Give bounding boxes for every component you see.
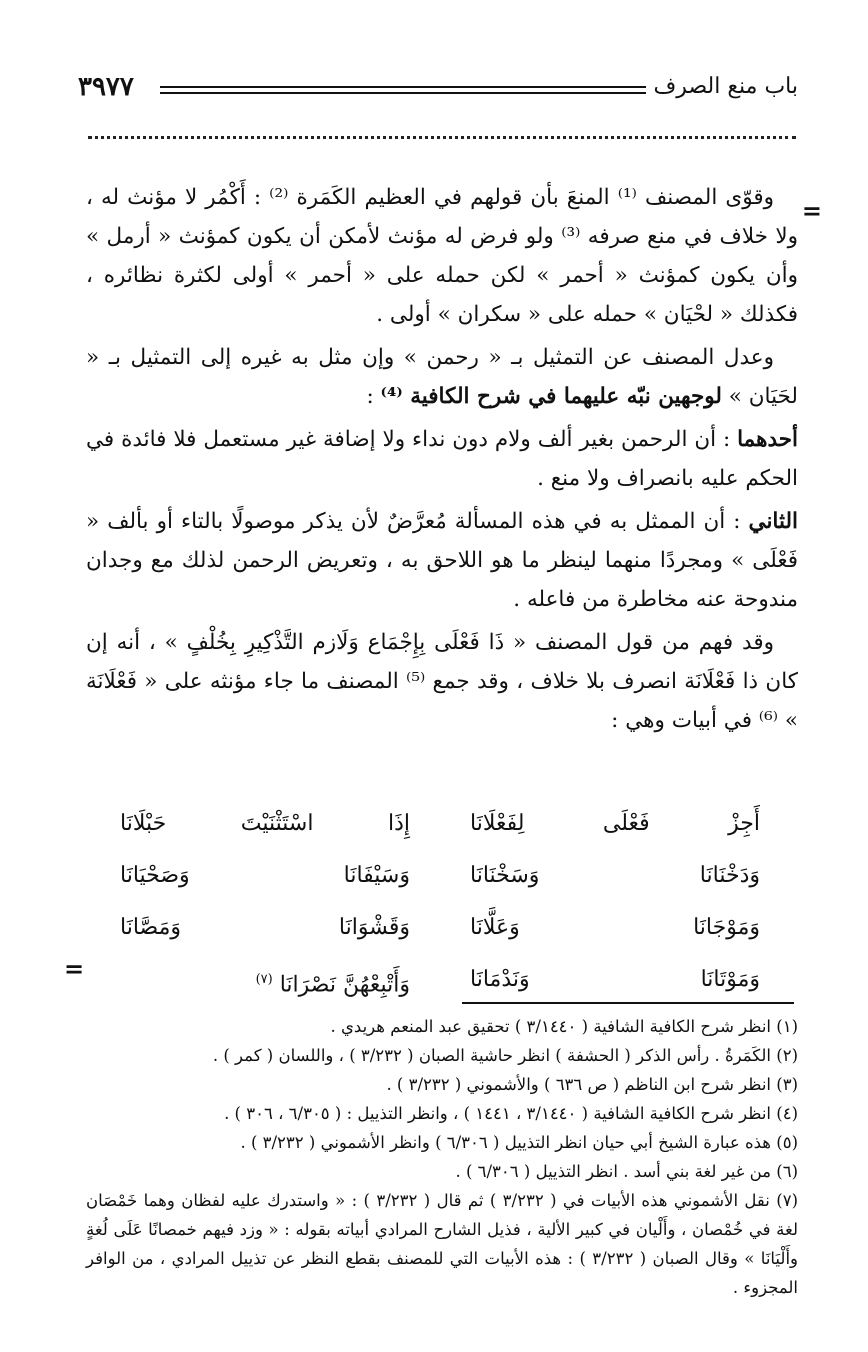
paragraph-4 xyxy=(86,502,798,619)
paragraph-2-text: وعدل المصنف عن التمثيل بـ « رحمن » وإن مثل به غيره إلى التمثيل بـ « لحَيَان » xyxy=(86,345,798,409)
paragraph-3-lead: أحدهما xyxy=(737,427,798,452)
paragraph-2 xyxy=(86,338,798,416)
paragraph-2-end: : xyxy=(366,384,381,409)
paragraph-5: وقد فهم من قول المصنف « ذَا فَعْلَى بِإِجْمَاع وَلَازم التَّذْكِيرِ بِخُلْفٍ » ، أنه إن كان ذا فَعْلَانَة انصرف بلا خلاف ، وقد جمع ⁽⁵⁾ المصنف ما جاء مؤنثه على « فَعْلَانَة » ⁽⁶⁾ في أبيات وهي : xyxy=(86,630,798,733)
footnote-rule xyxy=(462,1002,794,1004)
footnote-3: (٣) انظر شرح ابن الناظم ( ص ٦٣٦ ) والأشموني ( ٣/٢٣٢ ) . xyxy=(386,1075,798,1094)
verse-row xyxy=(120,954,760,1006)
verse-left-hemistich: وَسَيْفَانَا وَصَحْيَانَا xyxy=(120,863,410,888)
dotted-separator xyxy=(88,136,796,139)
verse-left-hemistich: إِذَا اسْتَثْنَيْتَ حَبْلَانَا xyxy=(120,811,410,836)
paragraph-1: وقوّى المصنف ⁽¹⁾ المنعَ بأن قولهم في العظيم الكَمَرة ⁽²⁾ : أَكْمُر لا مؤنث له ، ولا خلاف في منع صرفه ⁽³⁾ ولو فرض له مؤنث لأمكن أن يكون كمؤنث « أرمل » وأن يكون كمؤنث « أحمر » لكن حمله على « أحمر » أولى لكثرة نظائره ، فكذلك « لحْيَان » حمله على « سكران » أولى . xyxy=(86,185,798,327)
footnotes xyxy=(86,1012,798,1302)
verse-right-hemistich: وَدَخْنَانَا وَسَخْنَانَا xyxy=(470,863,760,888)
verse-left-hemistich xyxy=(120,954,410,1006)
verse-right-hemistich: أَجِزْ فَعْلَى لِفَعْلَانَا xyxy=(470,811,760,836)
paragraph-4-lead: الثاني xyxy=(748,509,798,534)
verse-right-hemistich: وَمَوْتَانَا وَنَدْمَانَا xyxy=(470,967,760,992)
footnote-2: (٢) الكَمَرةُ . رأس الذكر ( الحشفة ) انظر حاشية الصبان ( ٣/٢٣٢ ) ، واللسان ( كمر ) . xyxy=(212,1046,798,1065)
verse-left-text: وَأَتْبِعْهُنَّ نَصْرَانَا xyxy=(279,972,410,998)
paragraph-3-text: : أن الرحمن بغير ألف ولام دون نداء ولا إضافة غير مستعمل فلا فائدة في الحكم عليه بانصراف ولا منع . xyxy=(86,427,798,491)
verse-row xyxy=(120,902,760,954)
poem-verses xyxy=(120,798,760,1006)
page-number: ٣٩٧٧ xyxy=(78,72,134,102)
verse-row xyxy=(120,798,760,850)
page-header xyxy=(78,74,798,110)
footnote-ref: (٧) xyxy=(255,972,273,987)
footnote-7: (٧) نقل الأشموني هذه الأبيات في ( ٣/٢٣٢ ) ثم قال ( ٣/٢٣٢ ) : « واستدرك عليه لفظان وهما خَمْصَان لغة في خُمْصان ، وأَلْيان في كبير الألية ، فذيل الشارح المرادي أبياته بقوله : « وزد فيهم خمصانًا عَلَى لُغةٍ وأَلْيَانَا » وقال الصبان ( ٣/٢٣٢ ) : هذه الأبيات التي للمصنف بقطع النظر عن تذييل المرادي ، من الوافر المجزوء . xyxy=(86,1191,799,1297)
chapter-title: باب منع الصرف xyxy=(653,74,798,99)
verse-left-hemistich: وَقَشْوَانَا وَمَصَّانَا xyxy=(120,915,410,940)
margin-mark-top: = xyxy=(801,196,822,225)
margin-mark-bottom: = xyxy=(64,954,85,983)
paragraph-4-text: : أن الممثل به في هذه المسألة مُعرَّضٌ لأن يذكر موصولًا بالتاء أو بألف « فَعْلَى » ومجردًا منهما لينظر ما هو اللاحق به ، وتعريض الرحمن لذلك مع وجدان مندوحة عنه مخاطرة من فاعله . xyxy=(86,509,798,612)
footnote-5: (٥) هذه عبارة الشيخ أبي حيان انظر التذييل ( ٦/٣٠٦ ) وانظر الأشموني ( ٣/٢٣٢ ) . xyxy=(240,1133,798,1152)
paragraph-3 xyxy=(86,420,798,498)
verse-row xyxy=(120,850,760,902)
footnote-1: (١) انظر شرح الكافية الشافية ( ٣/١٤٤٠ ) تحقيق عبد المنعم هريدي . xyxy=(330,1017,798,1036)
footnote-4: (٤) انظر شرح الكافية الشافية ( ٣/١٤٤٠ ، ١٤٤١ ) ، وانظر التذييل : ( ٦/٣٠٥ ، ٣٠٦ ) . xyxy=(224,1104,798,1123)
footnote-6: (٦) من غير لغة بني أسد . انظر التذييل ( ٦/٣٠٦ ) . xyxy=(455,1162,798,1181)
paragraph-2-bold: لوجهين نبّه عليهما في شرح الكافية ⁽⁴⁾ xyxy=(380,384,722,409)
verse-right-hemistich: وَمَوْجَانَا وَعَلَّانَا xyxy=(470,915,760,940)
main-text xyxy=(86,178,798,744)
header-rule xyxy=(160,86,646,94)
